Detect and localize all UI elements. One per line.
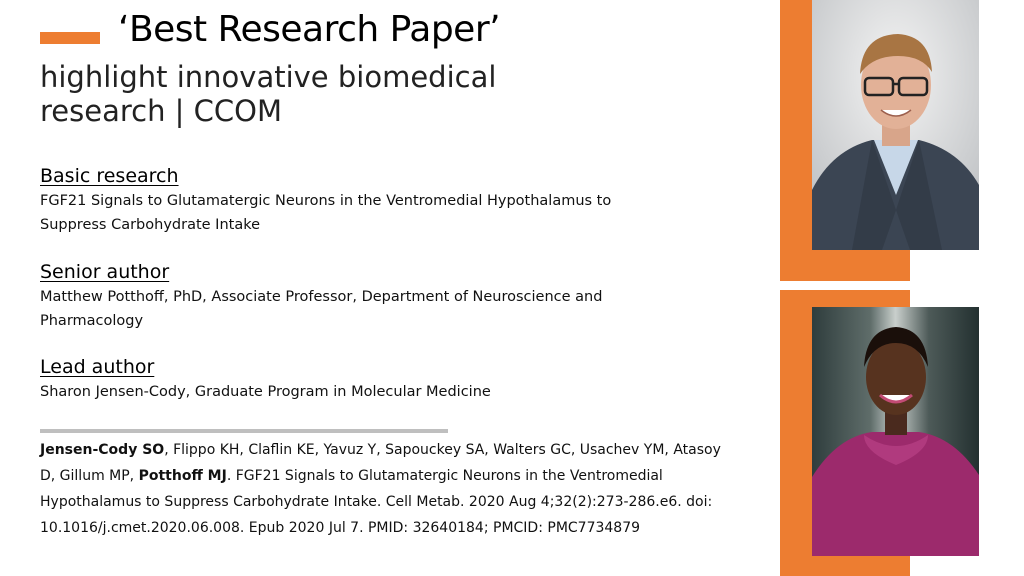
section-body-basic-research: FGF21 Signals to Glutamatergic Neurons in the Ventromedial Hypothalamus to Suppress Carbohydrate Intake [40, 193, 612, 233]
section-heading-basic-research: Basic research [40, 165, 179, 187]
section-body-senior-author: Matthew Potthoff, PhD, Associate Professor, Department of Neuroscience and Pharmacology [40, 289, 603, 329]
page-subtitle: highlight innovative biomedical research | CCOM [40, 60, 497, 128]
citation-rest: . FGF21 Signals to Glutamatergic Neurons in the Ventromedial Hypothalamus to Suppress Carbohydrate Intake. Cell Metab. 2020 Aug 4;32(2):273-286.e6. doi: 10.1016/j.cmet.2020.06.008. Epub 2020 Jul 7. PMID: 32640184; PMCID: PMC7734879 [40, 468, 713, 536]
citation-lead-author: Jensen-Cody SO [40, 442, 165, 458]
citation-text [40, 437, 740, 541]
section-heading-senior-author: Senior author [40, 261, 170, 283]
section-divider [40, 429, 448, 433]
section-heading-lead-author: Lead author [40, 356, 155, 378]
senior-author-photo [812, 0, 979, 250]
citation-senior-author: Potthoff MJ [138, 468, 227, 484]
title-accent-bar [40, 32, 100, 44]
citation-middle-authors: , Flippo KH, Claflin KE, Yavuz Y, Sapouckey SA, Walters GC, Usachev YM, Atasoy D, Gillum MP, [40, 442, 721, 484]
page-title: ‘Best Research Paper’ [118, 9, 501, 50]
lead-author-photo [812, 307, 979, 556]
section-body-lead-author: Sharon Jensen-Cody, Graduate Program in Molecular Medicine [40, 384, 491, 400]
